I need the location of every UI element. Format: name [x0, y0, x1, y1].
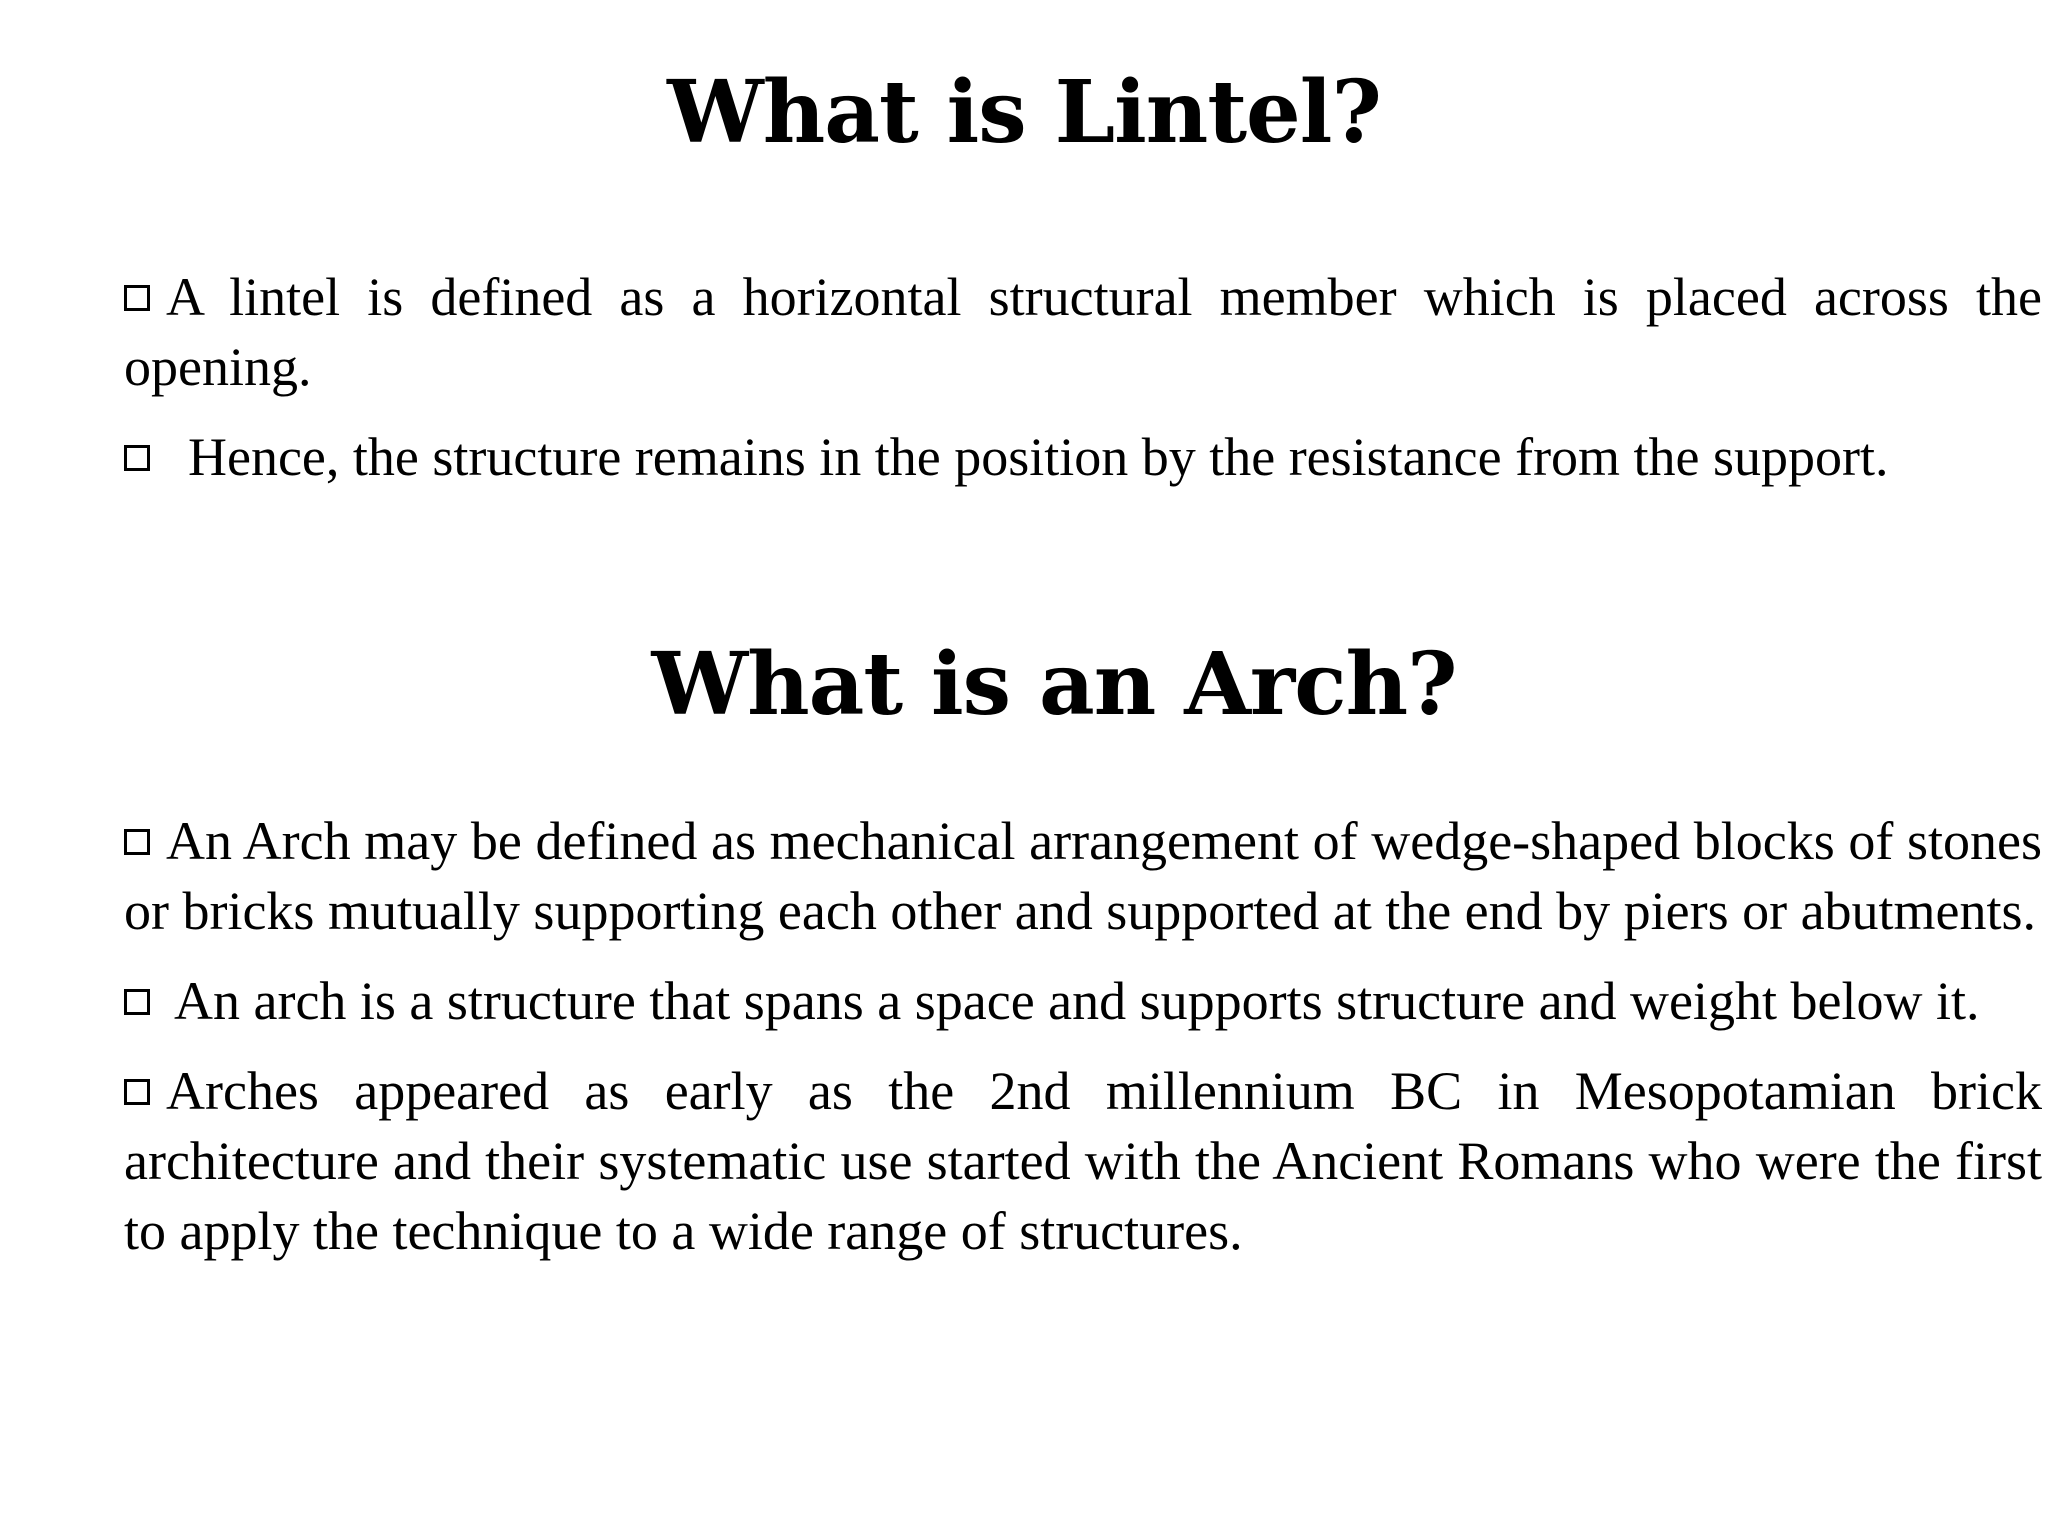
bullet-text: An arch is a structure that spans a space and supports structure and weight below it.: [174, 971, 1980, 1031]
arch-heading: What is an Arch?: [651, 634, 1457, 735]
lintel-heading: What is Lintel?: [667, 62, 1381, 163]
bullet-item: [124, 1056, 2042, 1266]
shadowed-square-bullet-icon: [124, 1079, 158, 1109]
lintel-section: [124, 262, 2042, 512]
shadowed-square-bullet-icon: [124, 445, 158, 475]
bullet-text: An Arch may be defined as mechanical arrangement of wedge-shaped blocks of stones or bricks mutually supporting each other and supported at the end by piers or abutments.: [124, 811, 2042, 941]
bullet-text: A lintel is defined as a horizontal structural member which is placed across the opening.: [124, 267, 2042, 397]
arch-section: [124, 806, 2042, 1286]
shadowed-square-bullet-icon: [124, 285, 158, 315]
bullet-item: [124, 422, 2042, 492]
bullet-item: [124, 806, 2042, 946]
shadowed-square-bullet-icon: [124, 829, 158, 859]
bullet-text: Hence, the structure remains in the position by the resistance from the support.: [188, 427, 1889, 487]
bullet-item: [124, 966, 2042, 1036]
bullet-item: [124, 262, 2042, 402]
shadowed-square-bullet-icon: [124, 989, 158, 1019]
bullet-text: Arches appeared as early as the 2nd millennium BC in Mesopotamian brick architecture and their systematic use started with the Ancient Romans who were the first to apply the technique to a wide range of structures.: [124, 1061, 2042, 1261]
